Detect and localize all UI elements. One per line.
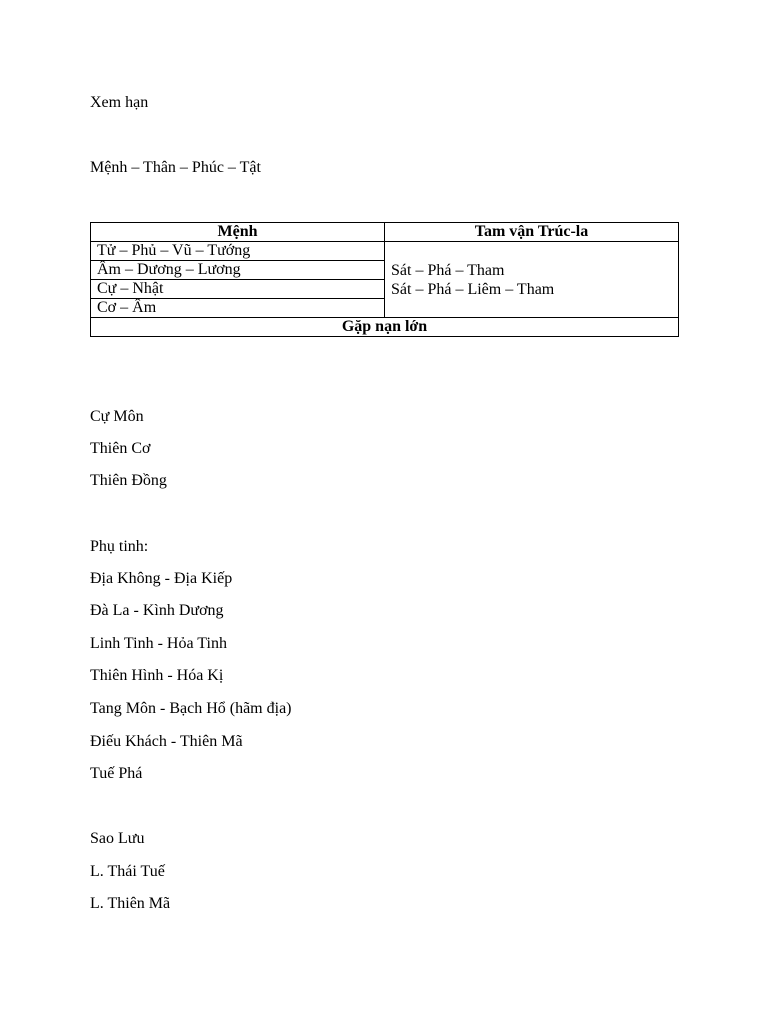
list-item: Cự Môn [90,408,144,425]
list-item: Thiên Đồng [90,472,167,489]
table-header-cell: Tam vận Trúc-la [385,223,679,242]
list-item: Linh Tinh - Hỏa Tinh [90,635,227,652]
list-item: Địa Không - Địa Kiếp [90,570,233,587]
table-cell: Cơ – Âm [91,299,385,318]
list-item: Thiên Cơ [90,440,151,457]
list-item: Đà La - Kình Dương [90,602,224,619]
list-item: L. Thiên Mã [90,895,171,912]
table-cell: Tử – Phủ – Vũ – Tướng [91,242,385,261]
table-cell: Cự – Nhật [91,280,385,299]
table-cell: Âm – Dương – Lương [91,261,385,280]
section-heading: Sao Lưu [90,830,145,847]
list-item: Điếu Khách - Thiên Mã [90,733,243,750]
table-merged-cell [385,242,679,318]
table-cell-line: Sát – Phá – Liêm – Tham [391,280,555,298]
list-item: Tang Môn - Bạch Hổ (hãm địa) [90,700,292,717]
section-heading: Phụ tinh: [90,538,149,555]
table-row [91,242,679,261]
document-subtitle: Mệnh – Thân – Phúc – Tật [90,159,261,176]
star-table [90,222,679,337]
table-footer-row [91,318,679,337]
table-header-row [91,223,679,242]
table-header-cell: Mệnh [91,223,385,242]
table-footer-cell: Gặp nạn lớn [91,318,679,337]
list-item: Thiên Hình - Hóa Kị [90,667,224,684]
table-cell-line: Sát – Phá – Tham [391,261,505,279]
list-item: L. Thái Tuế [90,863,165,880]
document-title: Xem hạn [90,94,149,111]
list-item: Tuế Phá [90,765,143,782]
